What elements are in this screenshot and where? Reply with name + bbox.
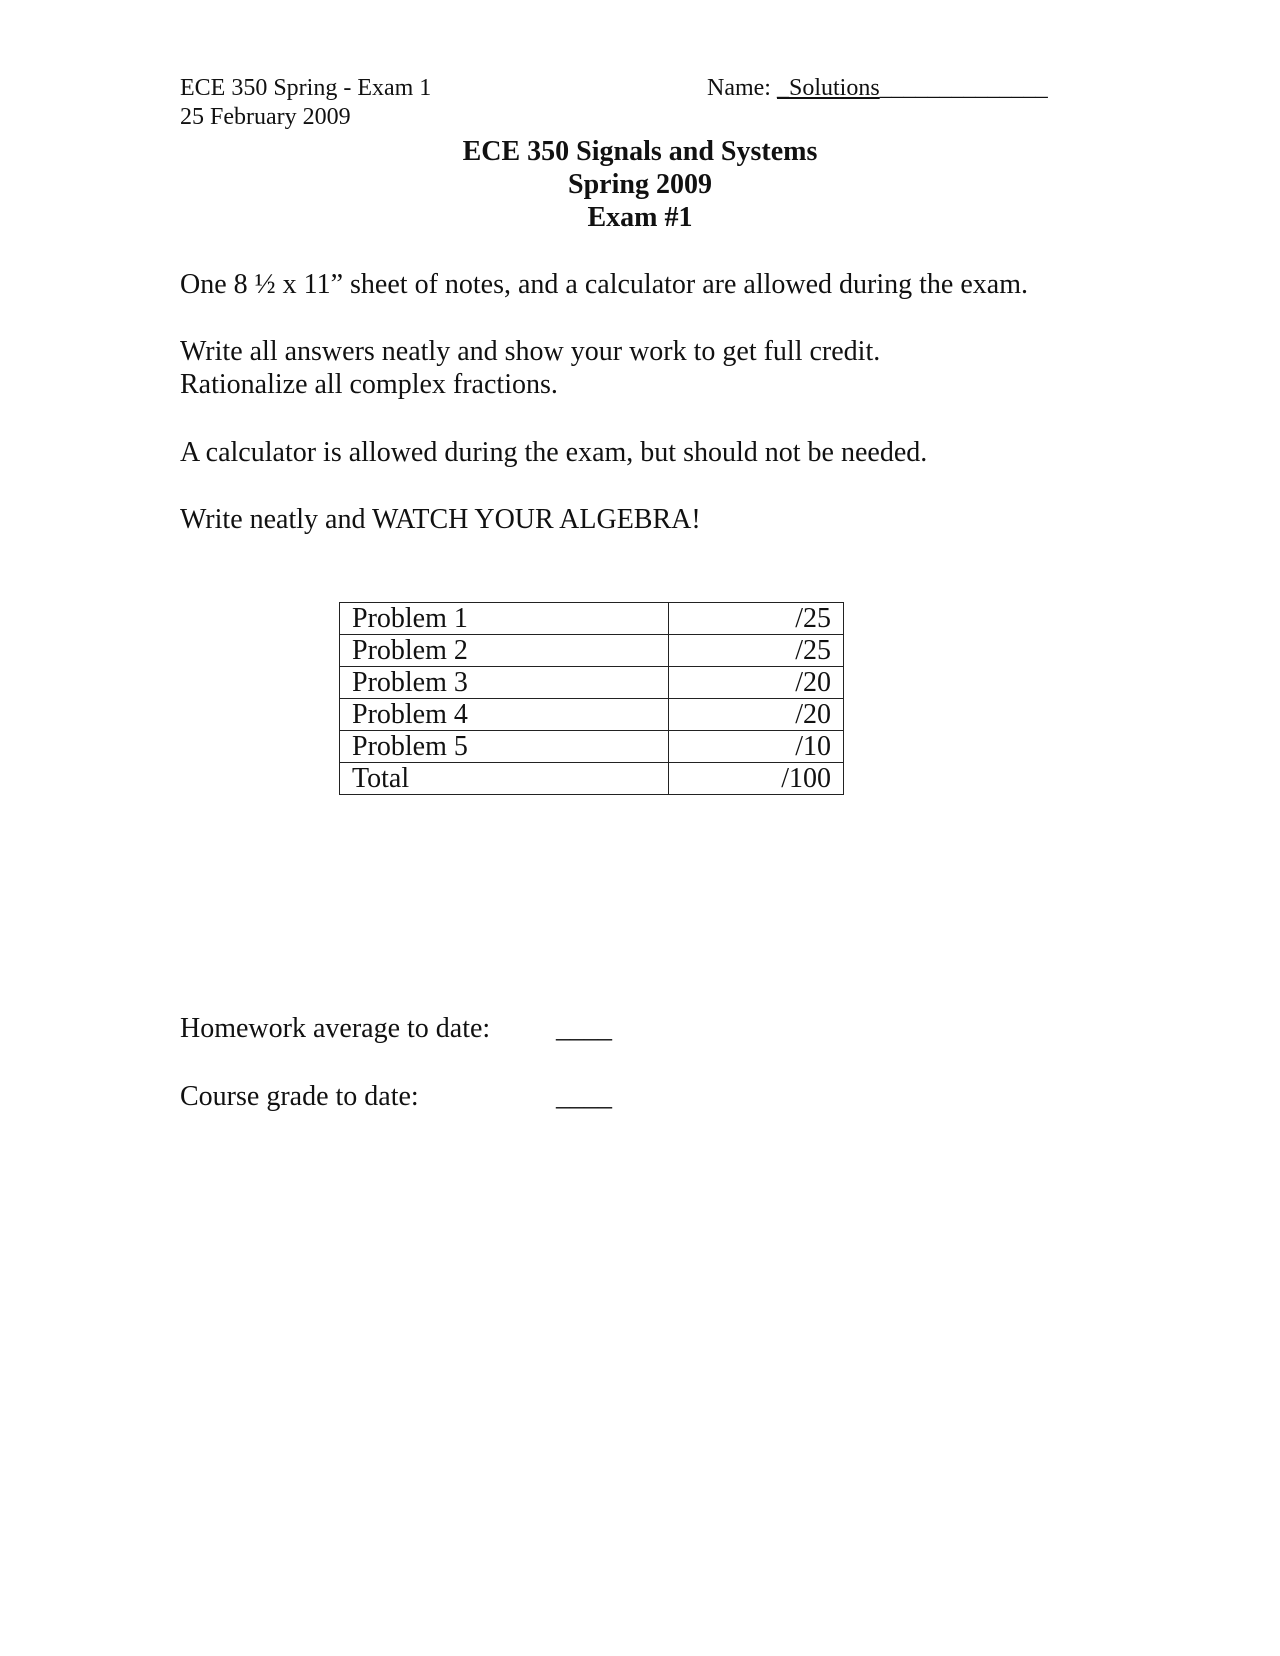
title-term: Spring 2009 — [568, 169, 712, 200]
course-exam-label: ECE 350 Spring - Exam 1 — [180, 75, 432, 101]
problem-max-points: /25 — [669, 603, 844, 635]
table-row-total — [340, 763, 844, 795]
title-exam: Exam #1 — [587, 202, 693, 233]
problem-label: Problem 5 — [340, 731, 669, 763]
table-row — [340, 635, 844, 667]
name-field — [707, 74, 1048, 103]
table-row — [340, 731, 844, 763]
instruction-work: Write all answers neatly and show your work to get full credit. — [180, 336, 881, 367]
homework-average-blank: ____ — [556, 1013, 612, 1044]
instruction-notes: One 8 ½ x 11” sheet of notes, and a calculator are allowed during the exam. — [180, 269, 1028, 300]
course-grade-blank: ____ — [556, 1081, 612, 1112]
instruction-fractions: Rationalize all complex fractions. — [180, 369, 558, 400]
table-row — [340, 603, 844, 635]
problem-label: Problem 3 — [340, 667, 669, 699]
title-course: ECE 350 Signals and Systems — [462, 136, 818, 167]
problem-label: Problem 1 — [340, 603, 669, 635]
homework-average-label: Homework average to date: — [180, 1013, 491, 1044]
instruction-algebra: Write neatly and WATCH YOUR ALGEBRA! — [180, 504, 701, 535]
problem-max-points: /20 — [669, 699, 844, 731]
name-underline: ______________ — [879, 75, 1048, 101]
exam-title — [0, 135, 1280, 234]
instruction-calculator: A calculator is allowed during the exam, but should not be needed. — [180, 437, 928, 468]
problem-label: Problem 2 — [340, 635, 669, 667]
total-label: Total — [340, 763, 669, 795]
name-value: _Solutions — [776, 75, 880, 101]
total-max-points: /100 — [669, 763, 844, 795]
problem-max-points: /25 — [669, 635, 844, 667]
course-grade-label: Course grade to date: — [180, 1081, 419, 1112]
problem-max-points: /20 — [669, 667, 844, 699]
problem-max-points: /10 — [669, 731, 844, 763]
header-left — [180, 74, 431, 132]
table-row — [340, 667, 844, 699]
table-row — [340, 699, 844, 731]
problem-label: Problem 4 — [340, 699, 669, 731]
name-label: Name: — [707, 75, 777, 101]
score-table — [339, 602, 844, 795]
exam-date: 25 February 2009 — [180, 104, 351, 130]
